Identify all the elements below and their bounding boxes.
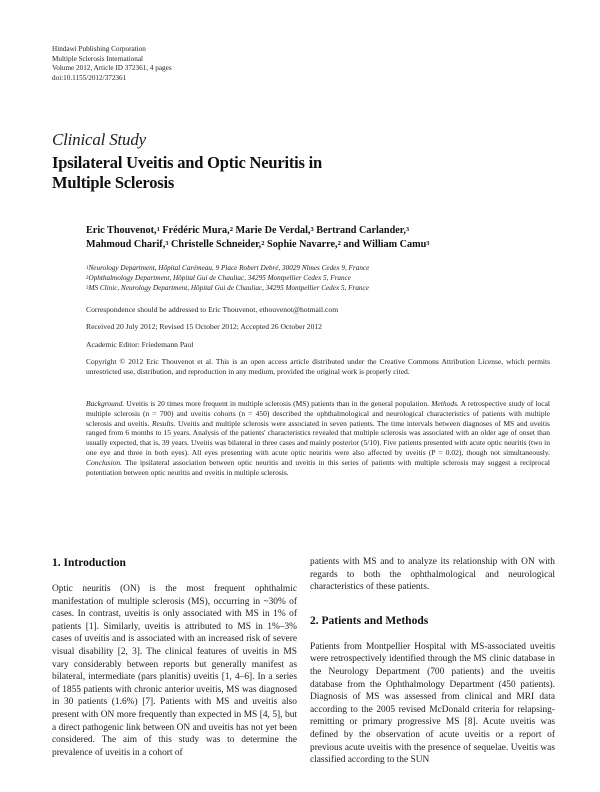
introduction-paragraph: Optic neuritis (ON) is the most frequent ophthalmic manifestation of multiple sclerosis (MS), occurring in ~30% of cases. In contrast, uveitis is only associated with MS in 1% of patients [1]. Similarly, uveitis is attributed to MS in 1%–3% cases of uveitis and is associated with an increased risk of severe visual disability [2, 3]. The clinical features of uveitis in MS vary considerably between reports but generally manifest as bilateral, intermediate (pars planitis) uveitis [1, 4–6]. In a series of 1855 patients with chronic anterior uveitis, MS was diagnosed in 30 patients (1.6%) [7]. Patients with MS and uveitis also present with ON more frequently than expected in MS [4, 5], but a direct pathogenic link between ON and uveitis has not yet been considered. The aim of this study was to determine the prevalence of uveitis in a cohort of <box>52 584 297 758</box>
author: and William Camu <box>343 238 427 250</box>
affiliation <box>86 264 369 274</box>
affiliation-marker: 2 <box>229 226 233 233</box>
methods-paragraph: Patients from Montpellier Hospital with MS-associated uveitis were retrospectively identified through the MS clinic database in the Neurology Department (700 patients) and the uveitis database from the Ophthalmology Department (450 patients). Diagnosis of MS was assessed from clinical and MRI data according to the 2005 revised McDonald criteria for relapsing-remitting or primary progressive MS [8]. Acute uveitis was defined by the observation of acute uveitis or a report of previous acute uveitis with the presence of sequelae. Uveitis was classified according to the SUN <box>310 641 555 766</box>
affiliation-text: MS Clinic, Neurology Department, Hôpital Gui de Chauliac, 34295 Montpellier Cedex 5, France <box>88 283 369 292</box>
author-line-2 <box>86 238 429 252</box>
abstract-conclusion-label: Conclusion. <box>86 457 123 467</box>
author: Marie De Verdal, <box>235 225 311 236</box>
affiliation-marker: 3 <box>426 239 430 247</box>
abstract-methods: A retrospective study of local multiple sclerosis (n = 700) and uveitis cohorts (n = 450) described the ophthalmological and neurological characteristics of patients with multiple sclerosis and uveitis. <box>86 399 550 428</box>
right-column <box>310 556 555 767</box>
publisher: Hindawi Publishing Corporation <box>52 45 146 53</box>
abstract-results: Uveitis and multiple sclerosis were associated in seven patients. The time intervals between diagnoses of MS and uveitis ranged from 6 months to 15 years. Analysis of the patients' characteristics revealed that multiple sclerosis was associated with an older age of onset than usually expected, that is, 39 years. Uveitis was bilateral in three cases and mainly posterior (5/10). Five patients presented with acute optic neuritis (two in one eye and three in both eyes). All eyes presenting with acute optic neuritis were also affected by uveitis (P = 0.02), though not simultaneously. <box>86 418 550 457</box>
affiliation-marker: 3 <box>310 226 314 233</box>
affiliation-number: 1 <box>86 266 89 271</box>
affiliations <box>86 264 369 293</box>
affiliation-marker: 3 <box>405 226 410 233</box>
article-dates: Received 20 July 2012; Revised 15 October 2012; Accepted 26 October 2012 <box>86 322 322 331</box>
author: Sophie Navarre, <box>267 238 338 250</box>
author: Mahmoud Charif, <box>86 238 166 250</box>
doi: doi:10.1155/2012/372361 <box>52 73 127 82</box>
section-heading-patients-methods: 2. Patients and Methods <box>310 614 429 627</box>
abstract <box>86 399 550 477</box>
affiliation-text: Ophthalmology Department, Hôpital Gui de Chauliac, 34295 Montpellier Cedex 5, France <box>88 273 352 282</box>
correspondence: Correspondence should be addressed to Eric Thouvenot, ethouvenot@hotmail.com <box>86 305 339 314</box>
affiliation-text: Neurology Department, Hôpital Carémeau, 9 Place Robert Debré, 30029 Nîmes Cedex 9, France <box>88 264 370 272</box>
author: Frédéric Mura, <box>162 225 230 236</box>
abstract-conclusion: The ipsilateral association between optic neuritis and uveitis in this series of patients with multiple sclerosis may suggest a reciprocal potentiation between optic neuritis and uveitis in multiple sclerosis. <box>86 457 550 477</box>
affiliation <box>86 284 369 294</box>
affiliation-number: 3 <box>86 285 89 291</box>
affiliation-marker: 2 <box>337 239 341 247</box>
abstract-background-label: Background. <box>86 399 125 408</box>
academic-editor: Academic Editor: Friedemann Paul <box>86 340 194 349</box>
volume-info: Volume 2012, Article ID 372361, 4 pages <box>52 64 172 73</box>
abstract-results-label: Results. <box>151 418 176 428</box>
affiliation-marker: 3 <box>165 239 169 247</box>
author-list <box>86 224 429 251</box>
affiliation-marker: 1 <box>156 226 160 233</box>
journal-header <box>52 45 172 83</box>
title-line-2: Multiple Sclerosis <box>52 172 175 192</box>
author: Christelle Schneider, <box>171 238 262 250</box>
title-line-1: Ipsilateral Uveitis and Optic Neuritis in <box>52 153 323 172</box>
affiliation-marker: 2 <box>261 239 265 247</box>
copyright-notice: Copyright © 2012 Eric Thouvenot et al. This is an open access article distributed under the Creative Commons Attribution License, which permits unrestricted use, distribution, and reproduction in any medium, provided the original work is properly cited. <box>86 357 550 376</box>
left-column <box>52 556 297 759</box>
affiliation-number: 2 <box>86 275 89 281</box>
abstract-methods-label: Methods. <box>431 399 459 408</box>
affiliation <box>86 274 369 284</box>
journal-name: Multiple Sclerosis International <box>52 54 144 63</box>
author-line-1 <box>86 224 429 238</box>
section-heading-introduction: 1. Introduction <box>52 557 126 569</box>
article-type: Clinical Study <box>52 130 146 149</box>
introduction-continued: patients with MS and to analyze its relationship with ON with regards to both the ophthalmological and neurological characteristics of these patients. <box>310 557 555 593</box>
author: Eric Thouvenot, <box>86 225 157 236</box>
abstract-background: Uveitis is 20 times more frequent in multiple sclerosis (MS) patients than in the general population. <box>124 399 432 408</box>
article-title <box>52 153 322 192</box>
author: Bertrand Carlander, <box>316 225 406 236</box>
